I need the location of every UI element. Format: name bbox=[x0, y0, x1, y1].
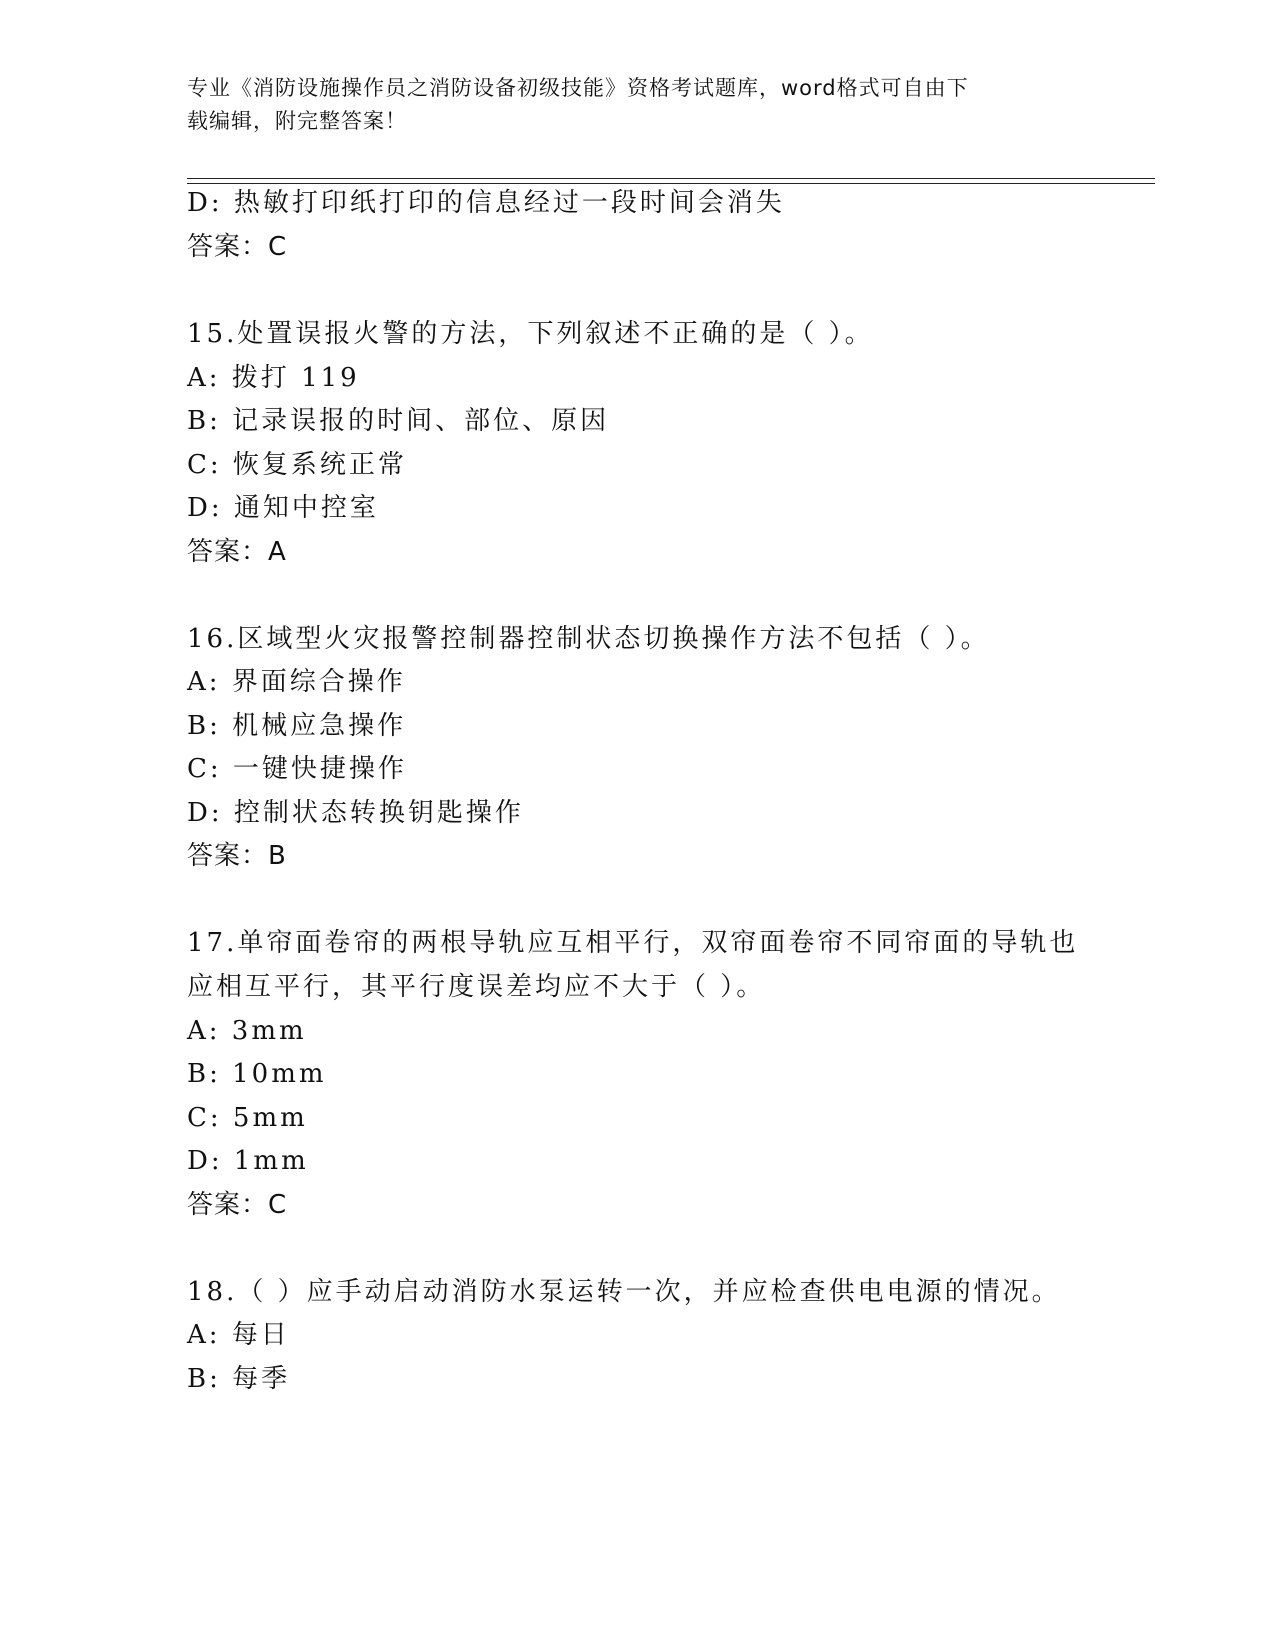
q15-answer: 答案：A bbox=[187, 537, 287, 567]
q15-question: 15.处置误报火警的方法，下列叙述不正确的是（ ）。 bbox=[187, 319, 874, 349]
q17-option-b: B: 10mm bbox=[187, 1059, 327, 1089]
q17-option-c: C: 5mm bbox=[187, 1103, 308, 1133]
q17-question-line-2: 应相互平行，其平行度误差均应不大于（ ）。 bbox=[187, 972, 766, 1002]
q17-option-a: A: 3mm bbox=[187, 1016, 307, 1046]
header-divider-bottom bbox=[187, 183, 1155, 184]
header-line-1: 专业《消防设施操作员之消防设备初级技能》资格考试题库，word格式可自由下 bbox=[187, 76, 969, 100]
q15-option-c: C: 恢复系统正常 bbox=[187, 450, 407, 480]
q18-question: 18.（ ）应手动启动消防水泵运转一次，并应检查供电电源的情况。 bbox=[187, 1277, 1061, 1307]
q17-answer: 答案：C bbox=[187, 1190, 288, 1220]
q16-option-c: C: 一键快捷操作 bbox=[187, 754, 407, 784]
header-divider-top bbox=[187, 178, 1155, 179]
q15-option-b: B: 记录误报的时间、部位、原因 bbox=[187, 406, 610, 436]
document-header bbox=[187, 72, 1067, 138]
q16-question: 16.区域型火灾报警控制器控制状态切换操作方法不包括（ ）。 bbox=[187, 624, 990, 654]
q17-option-d: D: 1mm bbox=[187, 1146, 309, 1176]
q18-option-a: A: 每日 bbox=[187, 1320, 290, 1350]
q17-question-line-1: 17.单帘面卷帘的两根导轨应互相平行，双帘面卷帘不同帘面的导轨也 bbox=[187, 928, 1079, 958]
q14-answer: 答案：C bbox=[187, 232, 288, 262]
header-line-2: 载编辑，附完整答案！ bbox=[187, 109, 407, 133]
q15-option-d: D: 通知中控室 bbox=[187, 493, 379, 523]
q16-answer: 答案：B bbox=[187, 841, 287, 871]
q16-option-b: B: 机械应急操作 bbox=[187, 711, 407, 741]
q14-option-d: D: 热敏打印纸打印的信息经过一段时间会消失 bbox=[187, 188, 785, 218]
q16-option-a: A: 界面综合操作 bbox=[187, 667, 406, 697]
q18-option-b: B: 每季 bbox=[187, 1364, 291, 1394]
q15-option-a: A: 拨打 119 bbox=[187, 363, 360, 393]
q16-option-d: D: 控制状态转换钥匙操作 bbox=[187, 798, 524, 828]
